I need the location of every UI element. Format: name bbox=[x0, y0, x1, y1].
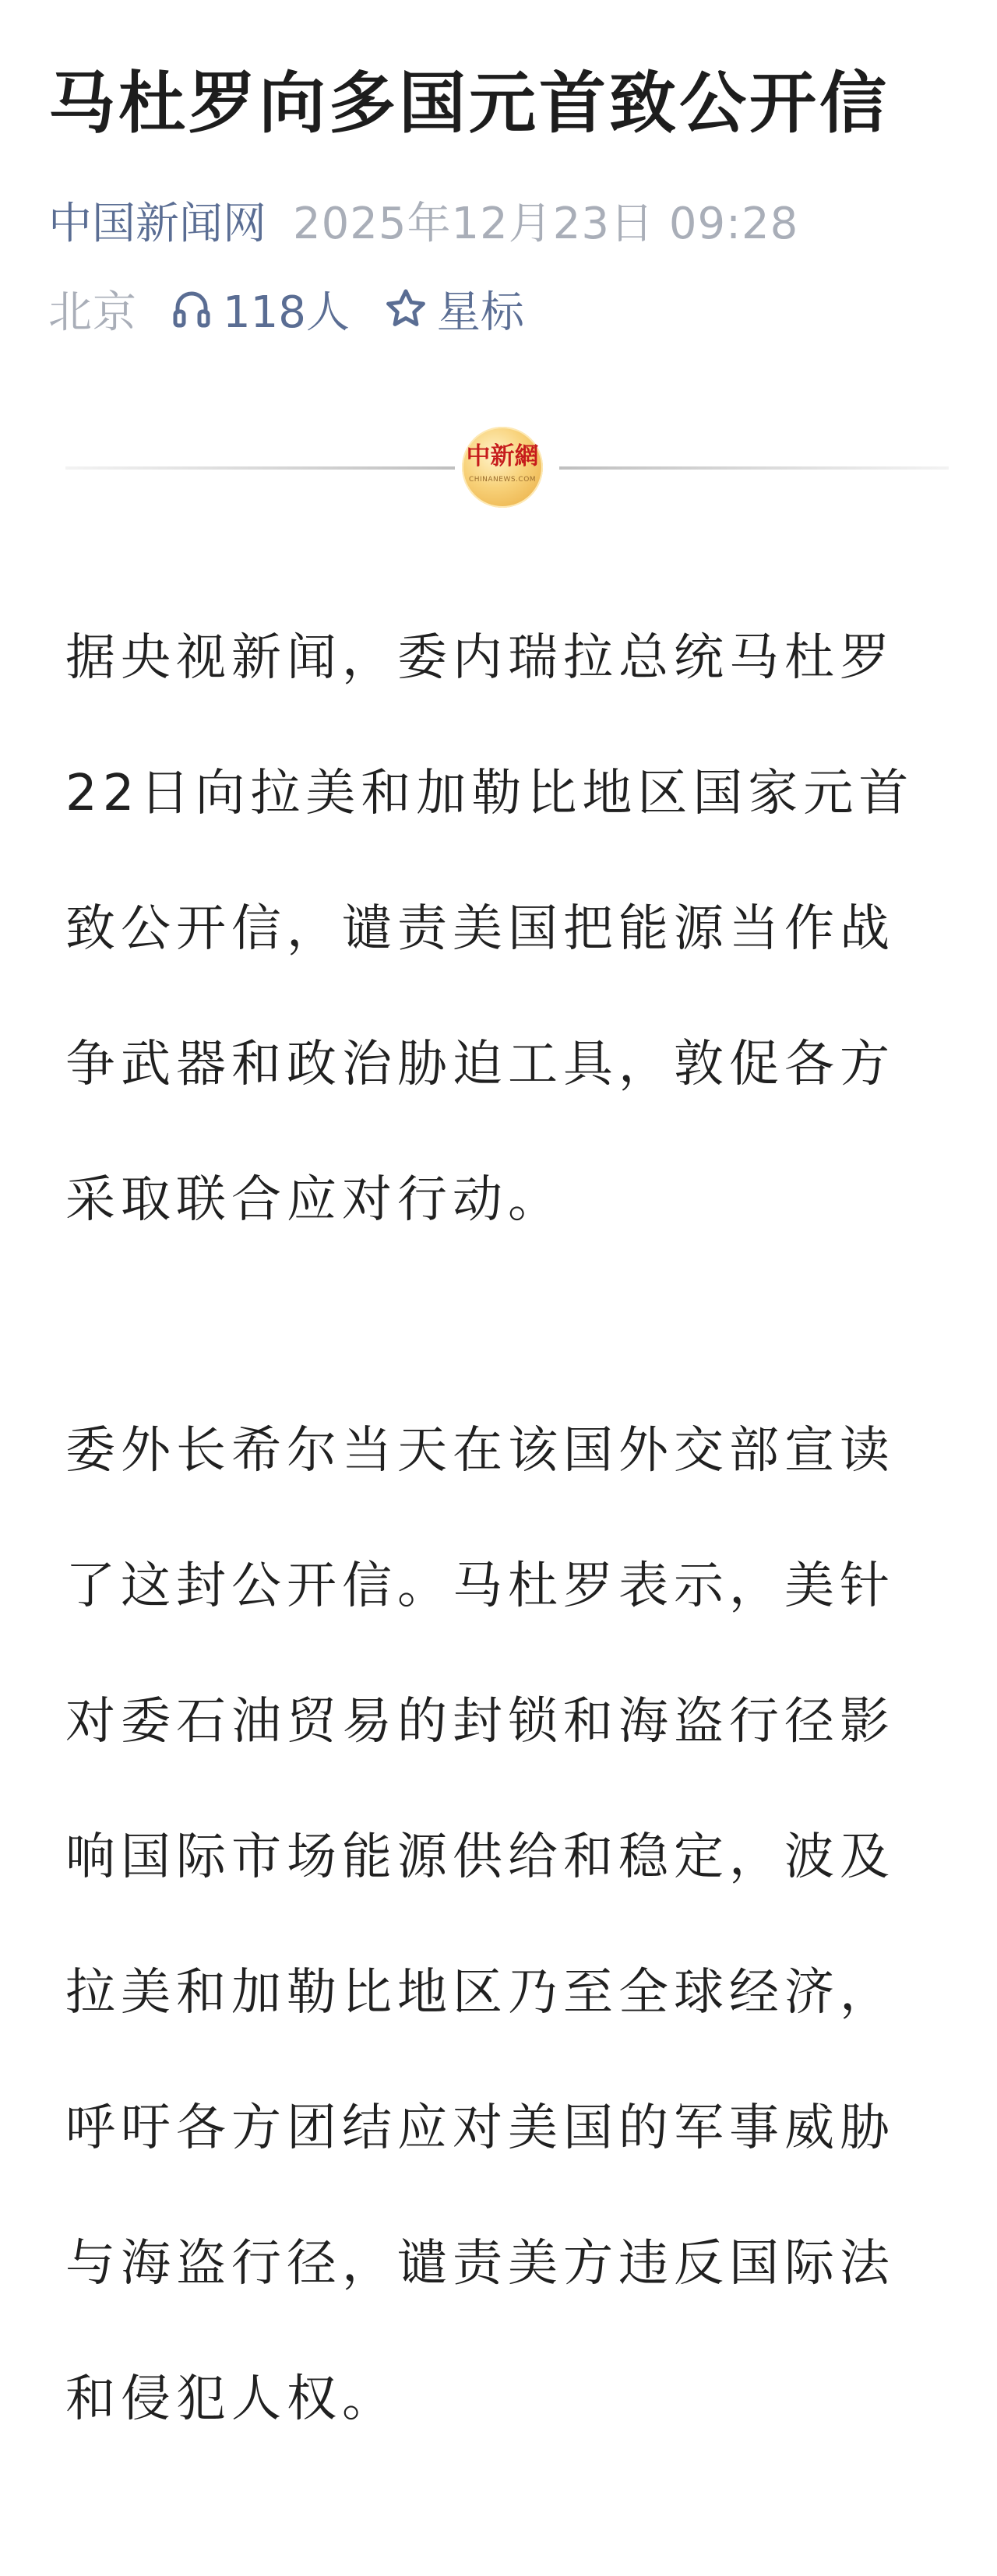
listen-count: 118人 bbox=[223, 287, 350, 338]
article-paragraph: 据央视新闻，委内瑞拉总统马杜罗22日向拉美和加勒比地区国家元首致公开信，谴责美国把能源当作战争武器和政治胁迫工具，敦促各方采取联合应对行动。 bbox=[65, 629, 914, 1229]
logo-text: 中新網 bbox=[466, 442, 539, 470]
article-meta-row bbox=[48, 185, 960, 255]
star-outline-icon bbox=[382, 286, 429, 333]
source-divider bbox=[65, 421, 949, 514]
logo-subtext: CHINANEWS.COM bbox=[468, 476, 537, 484]
article-paragraph: 委外长希尔当天在该国外交部宣读了这封公开信。马杜罗表示，美针对委石油贸易的封锁和海盗行径影响国际市场能源供给和稳定，波及拉美和加勒比地区乃至全球经济，呼吁各方团结应对美国的军事威胁与海盗行径，谴责美方违反国际法和侵犯人权。 bbox=[65, 1422, 895, 2428]
star-label: 星标 bbox=[436, 287, 524, 338]
article-actions-row bbox=[48, 274, 960, 344]
headphones-icon bbox=[168, 286, 215, 333]
divider-left-line bbox=[65, 466, 455, 470]
publish-time: 2025年12月23日 09:28 bbox=[293, 199, 799, 249]
source-link[interactable]: 中国新闻网 bbox=[48, 199, 266, 249]
location-label: 北京 bbox=[48, 287, 137, 338]
chinanews-logo-icon bbox=[462, 427, 543, 508]
star-button[interactable] bbox=[382, 278, 524, 340]
divider-right-line bbox=[559, 466, 949, 470]
listen-button[interactable] bbox=[168, 278, 350, 340]
article-title: 马杜罗向多国元首致公开信 bbox=[48, 65, 890, 143]
